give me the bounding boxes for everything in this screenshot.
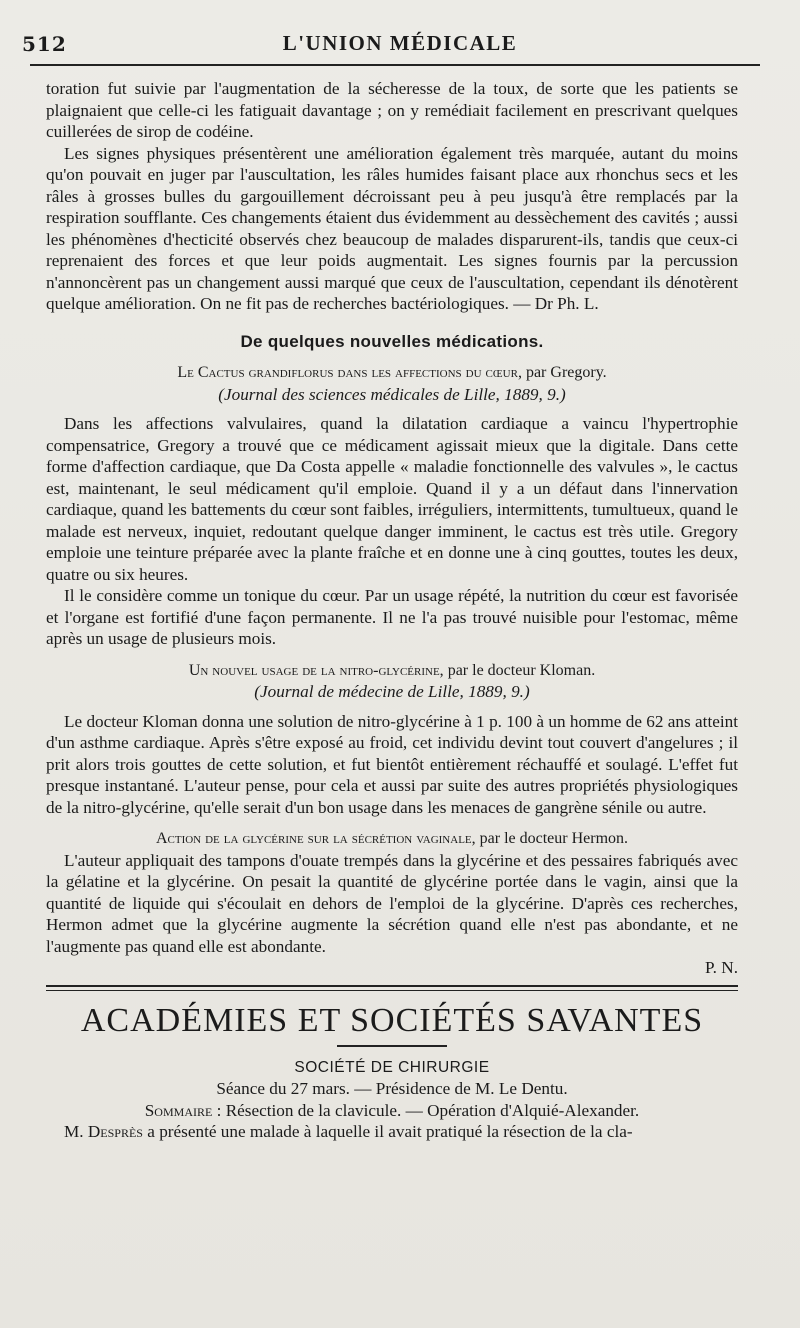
item-title: [46, 828, 738, 850]
item-title-lead: Action de la glycérine sur la sécrétion vaginale,: [155, 830, 476, 847]
society-name: SOCIÉTÉ DE CHIRURGIE: [294, 1058, 490, 1076]
page-content: [46, 78, 738, 1143]
running-title: L'UNION MÉDICALE: [282, 31, 518, 55]
speaker-name: M. Desprès: [64, 1122, 143, 1141]
item-title: [46, 362, 738, 384]
session-line: Séance du 27 mars. — Présidence de M. Le Dentu.: [216, 1079, 568, 1098]
item-title-author: par le docteur Kloman.: [447, 661, 596, 679]
item-paragraph: Il le considère comme un tonique du cœur. Par un usage répété, la nutrition du cœur est favorisée et l'organe est fortifié d'une façon permanente. Il ne l'a pas trouvé nuisible pour l'estomac, même après un usage de plusieurs mois.: [46, 586, 738, 648]
summary-line: [46, 1100, 738, 1122]
header-rule: [30, 64, 760, 66]
item-title-author: par Gregory.: [525, 364, 607, 381]
item-title-author: par le docteur Hermon.: [479, 830, 629, 847]
article-paragraph: toration fut suivie par l'augmentation de la sécheresse de la toux, de sorte que les patients se plaignaient que celle-ci les fatiguait davantage ; on y remédiait facilement en prescrivant quelques cuillerées de sirop de codéine.: [46, 79, 738, 141]
item-source: (Journal des sciences médicales de Lille, 1889, 9.): [218, 384, 566, 404]
page-number: 512: [22, 32, 67, 56]
section-heading: De quelques nouvelles médications.: [240, 331, 544, 351]
summary-label: Sommaire :: [144, 1100, 222, 1120]
minutes-text: a présenté une malade à laquelle il avait pratiqué la résection de la cla-: [147, 1122, 633, 1141]
title-rule: [337, 1045, 447, 1047]
item-title: [46, 660, 738, 682]
item-title-lead: Le Cactus grandiflorus dans les affections du cœur,: [177, 364, 522, 381]
summary-text: Résection de la clavicule. — Opération d'Alquié-Alexander.: [225, 1100, 640, 1120]
page-header: [0, 26, 800, 58]
section-divider: [46, 985, 738, 991]
academies-title: ACADÉMIES ET SOCIÉTÉS SAVANTES: [80, 1001, 704, 1039]
item-paragraph: Le docteur Kloman donna une solution de nitro-glycérine à 1 p. 100 à un homme de 62 ans atteint d'un asthme cardiaque. Après s'être exposé au froid, cet individu devint tout couvert d'angelures ; il prit alors trois gouttes de cette solution, et fut bientôt entièrement réchauffé et soulagé. L'effet fut presque instantané. L'auteur pense, pour cela et aussi par suite des autres propriétés physiologiques de la nitro-glycérine, qu'elle serait d'un bon usage dans les menaces de gangrène sénile ou autre.: [46, 711, 738, 817]
minutes-paragraph: [46, 1121, 738, 1143]
item-source: (Journal de médecine de Lille, 1889, 9.): [254, 682, 530, 701]
article-paragraph: Les signes physiques présentèrent une amélioration également très marquée, autant du moins qu'on pouvait en juger par l'auscultation, les râles humides faisant place aux rhonchus secs et les râles à grosses bulles du gargouillement décroissant peu à peu jusqu'à être remplacés par la respiration soufflante. Ces changements étaient dus évidemment au dessèchement des cavités ; aussi les phénomènes d'hecticité observés chez beaucoup de malades disparurent-ils, tandis que ceux-ci reprenaient des forces et que leur poids augmentait. Les signes fournis par la percussion n'annoncèrent pas un changement aussi marqué que ceux de l'auscultation, cependant ils dénotèrent quelque amélioration. On ne fit pas de recherches bactériologiques. — Dr Ph. L.: [46, 143, 738, 313]
signature: P. N.: [705, 958, 738, 977]
item-paragraph: L'auteur appliquait des tampons d'ouate trempés dans la glycérine et des pessaires fabriqués avec la gélatine et la glycérine. On pesait la quantité de glycérine portée dans le vagin, ainsi que la quantité de liquide qui s'écoulait en dehors de l'emploi de la glycérine. D'après ces recherches, Hermon admet que la glycérine augmente la sécrétion quand elle n'est pas abondante, et ne l'augmente pas quand elle est abondante.: [46, 850, 738, 956]
item-title-lead: Un nouvel usage de la nitro-glycérine,: [188, 661, 444, 679]
item-paragraph: Dans les affections valvulaires, quand la dilatation cardiaque a vaincu l'hypertrophie compensatrice, Gregory a trouvé que ce médicament agissait mieux que la digitale. Dans cette forme d'affection cardiaque, que Da Costa appelle « maladie fonctionnelle des valvules », le cactus est, maintenant, le seul médicament qu'il emploie. Quand il y a un défaut dans l'innervation cardiaque, quand les battements du cœur sont faibles, irréguliers, intermittents, tumultueux, quand le malade est nerveux, inquiet, redoutant quelque danger imminent, le cactus est très utile. Gregory emploie une teinture préparée avec la plante fraîche et en donne une à cinq gouttes, toutes les deux, quatre ou six heures.: [46, 414, 738, 584]
